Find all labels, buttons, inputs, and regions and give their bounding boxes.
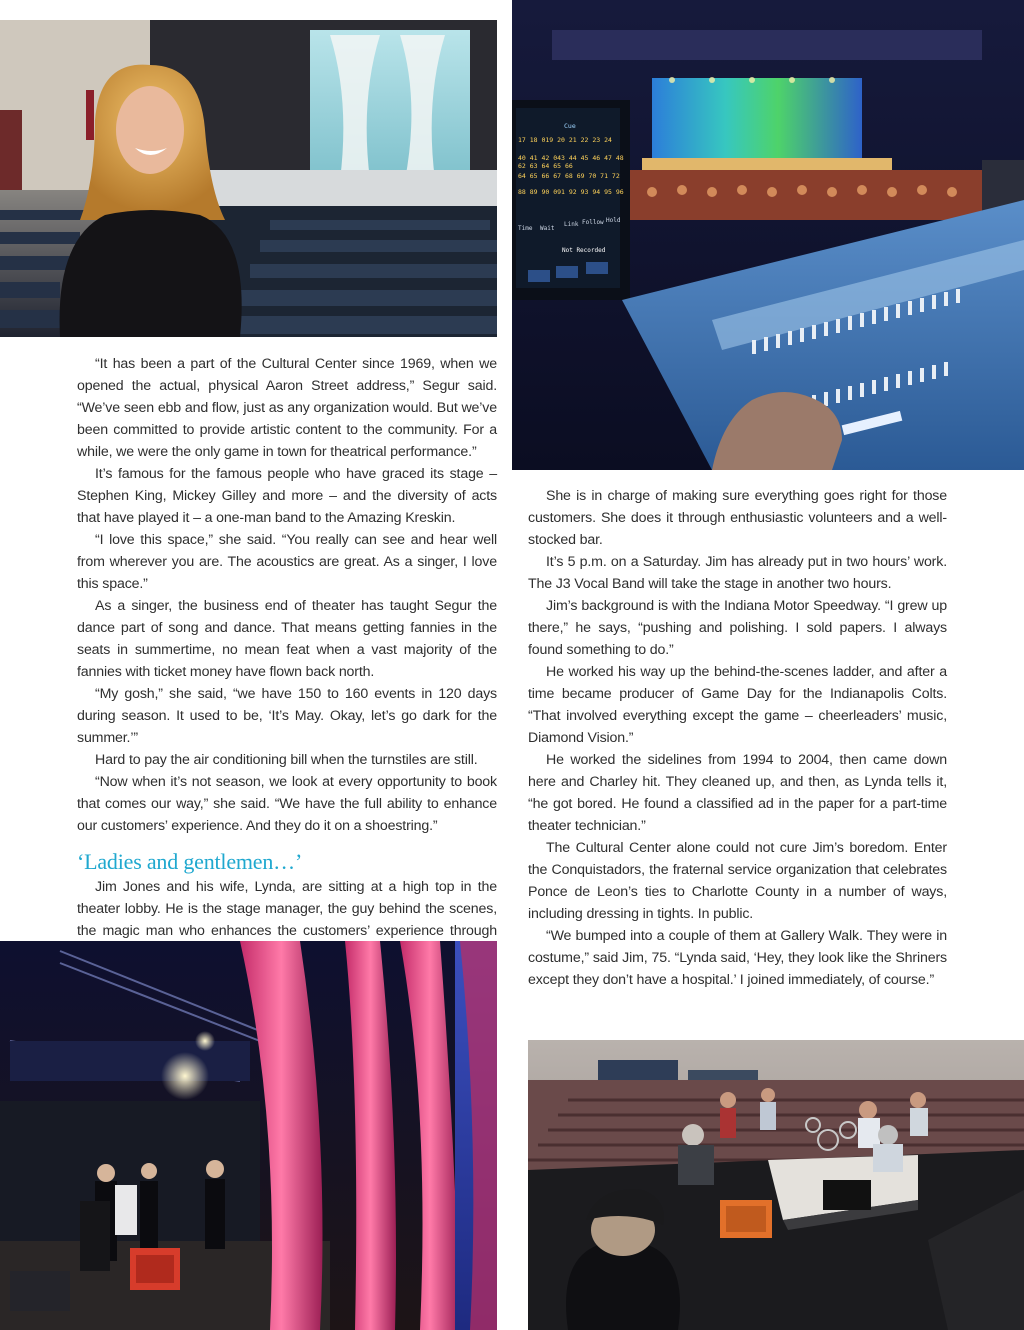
rehearsal-photo [528, 1040, 1024, 1330]
screen-status: Not Recorded [562, 247, 606, 254]
photo-band-on-stage-curtains-icon [0, 941, 497, 1330]
photo-singer-in-theater-icon [0, 20, 497, 337]
article-paragraph: Jim’s background is with the Indiana Motor Speedway. “I grew up there,” he says, “pushing and polishing. I sold papers. I always found something to do.” [528, 598, 947, 658]
article-paragraph: The Cultural Center alone could not cure Jim’s boredom. Enter the Conquistadors, the fraternal service organization that celebrates Ponce de Leon’s ties to Charlotte County in a number of ways, including dressing in tights. In public. [528, 840, 947, 922]
screen-row: 64 65 66 67 68 69 70 71 72 [518, 172, 620, 180]
article-paragraph: “Now when it’s not season, we look at every opportunity to book that comes our way,” she said. “We have the full ability to enhance our customers’ experience. And they do it on a shoestring.” [77, 774, 497, 834]
article-paragraph: He worked his way up the behind-the-scenes ladder, and after a time became producer of Game Day for the Indianapolis Colts. “That involved everything except the game – cheerleaders’ music, Diamond Vision.” [528, 664, 947, 746]
article-paragraph: He worked the sidelines from 1994 to 2004, then came down here and Charley hit. They cleaned up, and then, as Lynda tells it, “he got bored. He found a classified ad in the paper for a part-time theater technician.” [528, 752, 947, 834]
article-paragraph: She is in charge of making sure everything goes right for those customers. She does it through enthusiastic volunteers and a well-stocked bar. [528, 488, 947, 548]
screen-button: Time [518, 225, 533, 232]
singer-portrait-photo [0, 20, 497, 337]
screen-row: 62 63 64 65 66 [518, 162, 573, 170]
article-paragraph: “My gosh,” she said, “we have 150 to 160 events in 120 days during season. It used to be, ‘It’s May. Okay, let’s go dark for the summer.’” [77, 686, 497, 746]
article-paragraph: As a singer, the business end of theater has taught Segur the dance part of song and dance. That means getting fannies in the seats in summertime, no mean feat when a vast majority of the fannies with ticket money have flown back north. [77, 598, 497, 680]
article-paragraph: “We bumped into a couple of them at Gallery Walk. They were in costume,” said Jim, 75. “Lynda said, ‘Hey, they look like the Shriners except they don’t have a hospital.’ I joined immediately, of course.” [528, 928, 947, 988]
photo-lighting-console-icon [512, 0, 1024, 470]
screen-button: Hold [606, 217, 621, 224]
screen-row: 17 18 019 20 21 22 23 24 [518, 136, 612, 144]
screen-button: Follow [582, 219, 604, 226]
screen-button: Wait [540, 225, 555, 232]
article-right-column [528, 485, 947, 991]
screen-header: Cue [564, 122, 576, 130]
article-paragraph: It’s famous for the famous people who have graced its stage – Stephen King, Mickey Gilley and more – and the diversity of acts that have played it – a one-man band to the Amazing Kreskin. [77, 466, 497, 526]
article-paragraph: It’s 5 p.m. on a Saturday. Jim has already put in two hours’ work. The J3 Vocal Band will take the stage in another two hours. [528, 554, 947, 592]
lighting-console-photo [512, 0, 1024, 470]
article-paragraph: Hard to pay the air conditioning bill when the turnstiles are still. [95, 752, 478, 768]
screen-row: 88 89 90 091 92 93 94 95 96 [518, 188, 624, 196]
concert-stage-photo [0, 941, 497, 1330]
article-left-column [77, 353, 497, 964]
article-paragraph: “I love this space,” she said. “You really can see and hear well from wherever you are. The acoustics are great. As a singer, I love this space.” [77, 532, 497, 592]
photo-band-rehearsal-overhead-icon [528, 1040, 1024, 1330]
screen-row: 40 41 42 043 44 45 46 47 48 [518, 154, 624, 162]
article-paragraph: Jim Jones and his wife, Lynda, are sitting at a high top in the theater lobby. He is the stage manager, the guy behind the scenes, the magic man who enhances the customers’ experience through [77, 879, 497, 939]
article-paragraph: “It has been a part of the Cultural Center since 1969, when we opened the actual, physical Aaron Street address,” Segur said. “We’ve seen ebb and flow, just as any organization would. But we’ve been committed to provide artistic content to the community. For a while, we were the only game in town for theatrical performance.” [77, 356, 497, 460]
section-subhead: ‘Ladies and gentlemen…’ [77, 849, 303, 874]
screen-button: Link [564, 221, 579, 228]
